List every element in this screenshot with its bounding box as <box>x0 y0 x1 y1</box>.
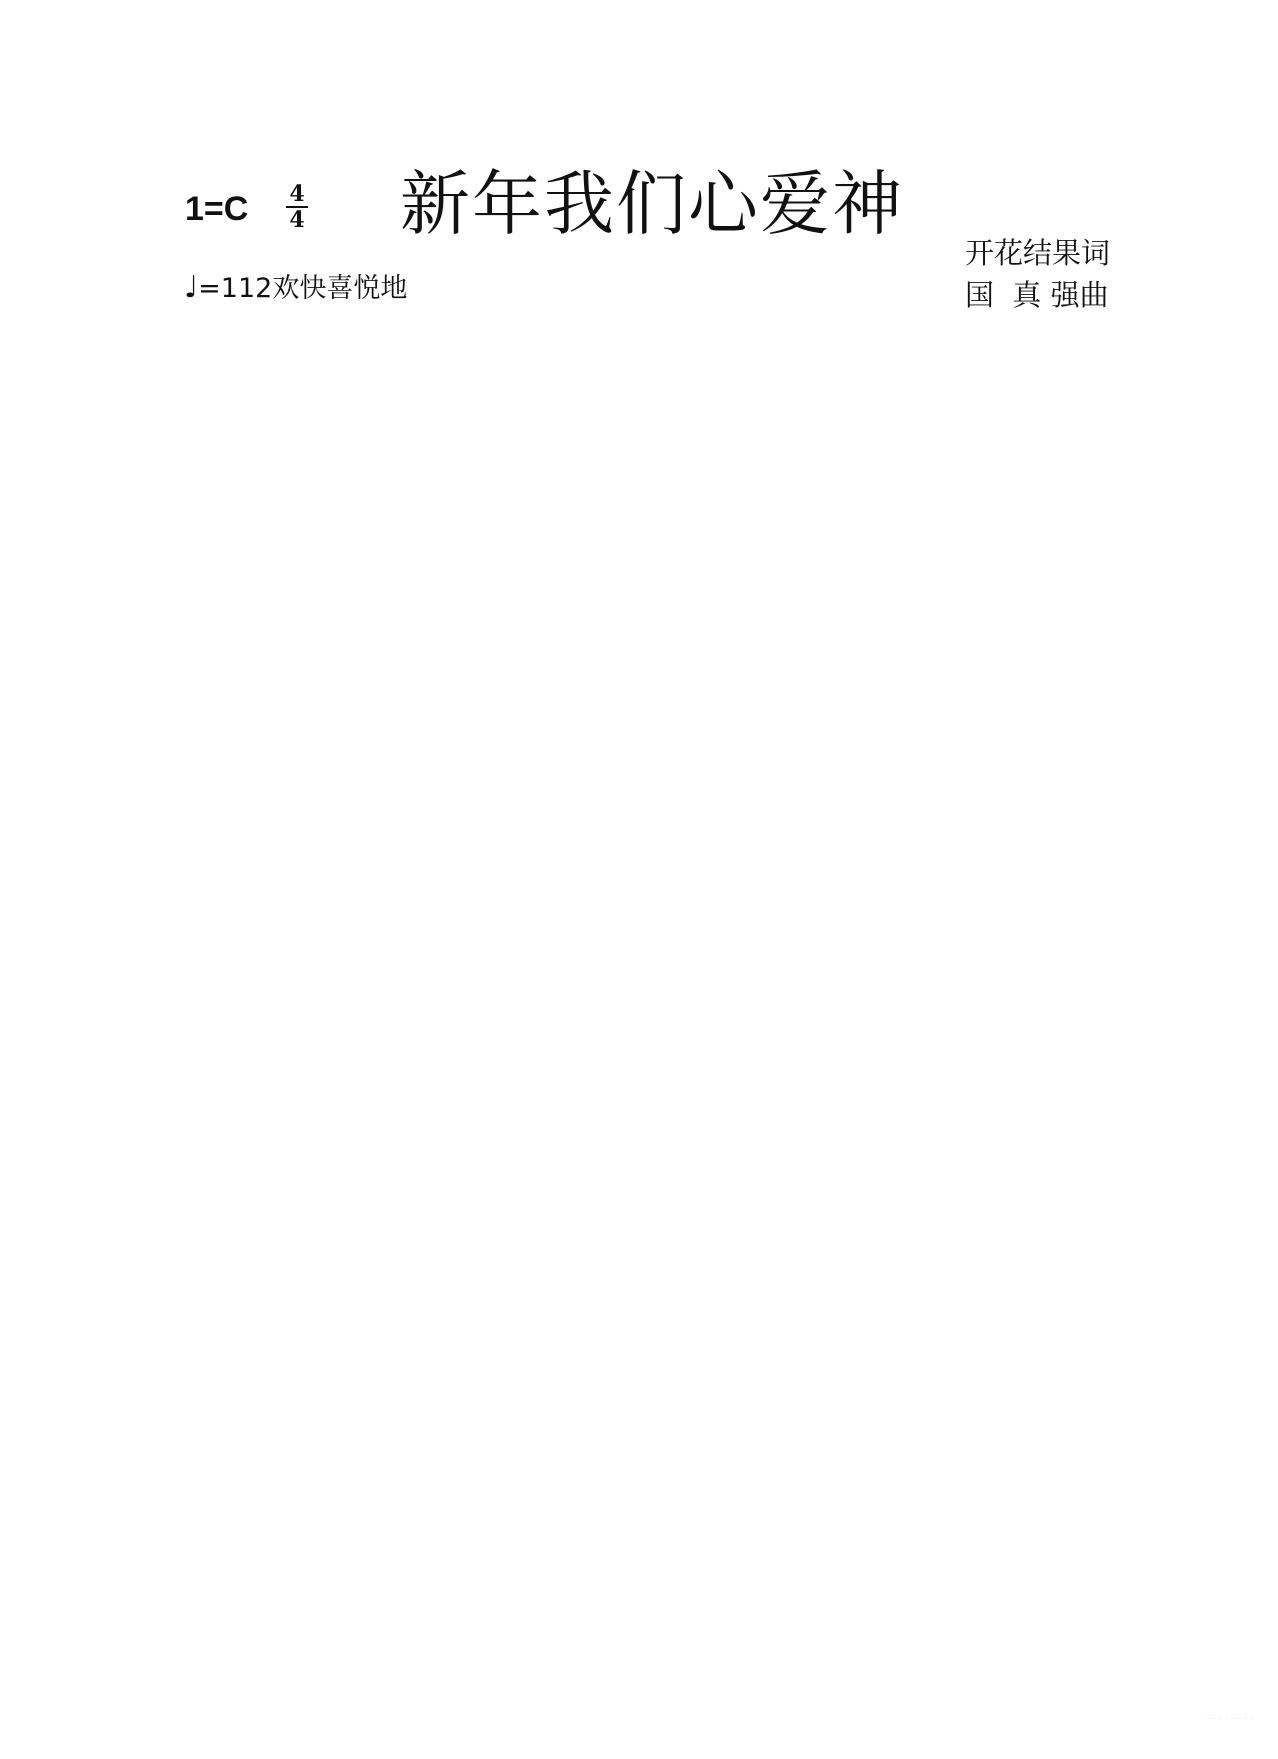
tempo-value: =112 <box>198 273 273 304</box>
composer: 国 真 强曲 <box>965 278 1109 312</box>
credits <box>965 232 1110 316</box>
watermark: · · · · · · · · <box>1206 1714 1254 1725</box>
song-title: 新年我们心爱神 <box>400 163 904 245</box>
key-signature <box>185 190 248 229</box>
tempo-marking <box>184 266 407 305</box>
expression-text: 欢快喜悦地 <box>272 273 408 304</box>
lyricist: 开花结果词 <box>965 236 1111 270</box>
time-sig-bottom: 4 <box>289 207 305 233</box>
time-sig-top: 4 <box>289 181 305 207</box>
quarter-note-icon: ♩ <box>184 270 199 305</box>
time-signature <box>286 183 308 231</box>
key-text: 1=C <box>185 190 249 228</box>
